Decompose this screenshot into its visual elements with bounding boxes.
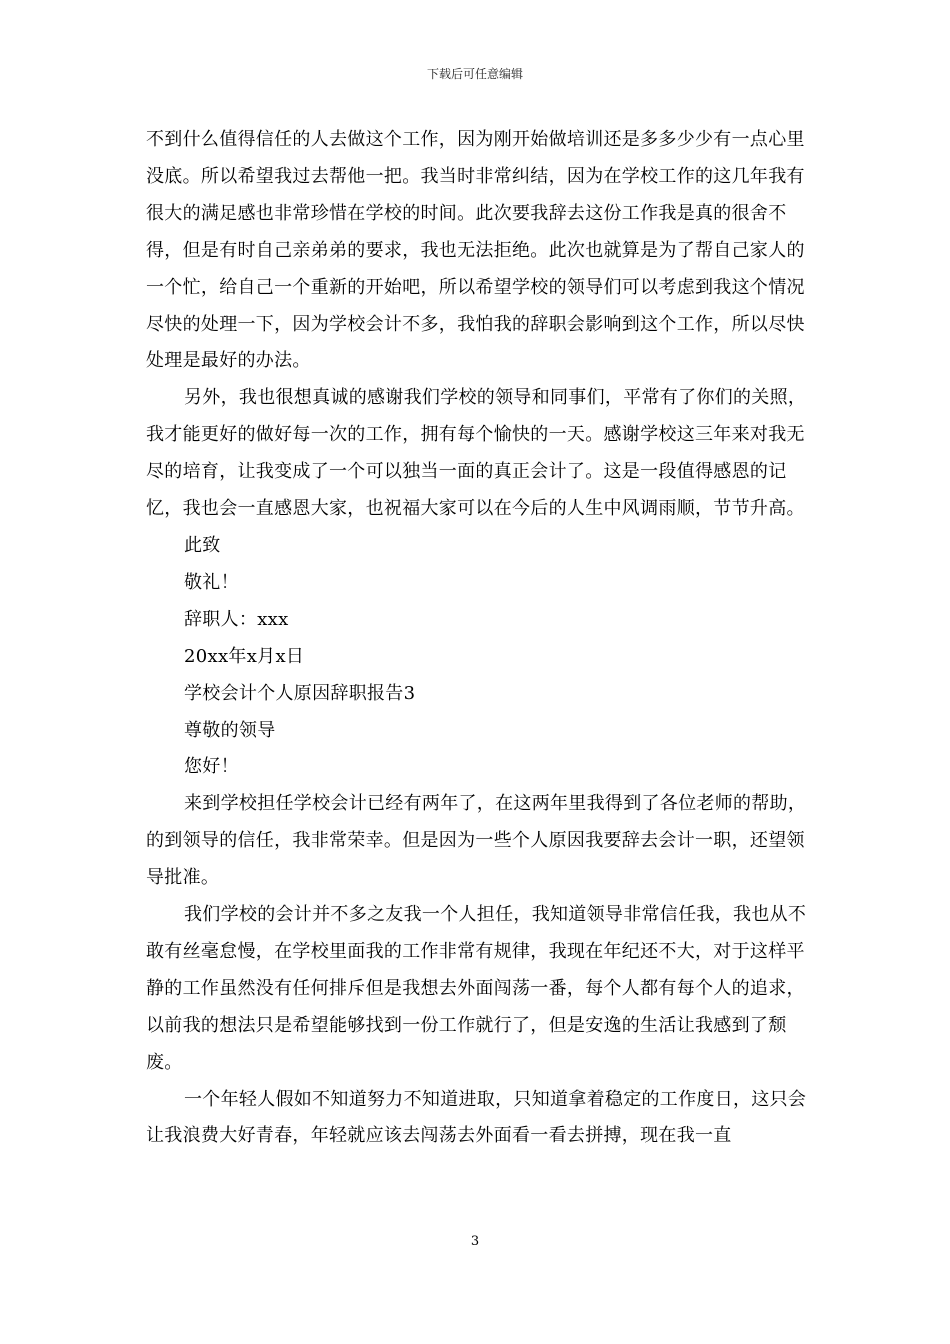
paragraph-continuation: 不到什么值得信任的人去做这个工作，因为刚开始做培训还是多多少少有一点心里没底。所以希望我过去帮他一把。我当时非常纠结，因为在学校工作的这几年我有很大的满足感也非常珍惜在学校的时间。此次要我辞去这份工作我是真的很舍不得，但是有时自己亲弟弟的要求，我也无法拒绝。此次也就算是为了帮自己家人的一个忙，给自己一个重新的开始吧，所以希望学校的领导们可以考虑到我这个情况尽快的处理一下，因为学校会计不多，我怕我的辞职会影响到这个工作，所以尽快处理是最好的办法。 [146, 129, 805, 372]
closing-salutation: 此致 [184, 534, 221, 556]
paragraph-ambition: 一个年轻人假如不知道努力不知道进取，只知道拿着稳定的工作度日，这只会让我浪费大好青春，年轻就应该去闯荡去外面看一看去拼搏，现在我一直 [146, 1088, 807, 1147]
document-body [146, 122, 812, 1155]
report-title: 学校会计个人原因辞职报告3 [184, 682, 416, 704]
greeting-hello: 您好！ [184, 756, 239, 778]
paragraph-thanks: 另外，我也很想真诚的感谢我们学校的领导和同事们，平常有了你们的关照，我才能更好的做好每一次的工作，拥有每个愉快的一天。感谢学校这三年来对我无尽的培育，让我变成了一个可以独当一面的真正会计了。这是一段值得感恩的记忆，我也会一直感恩大家，也祝福大家可以在今后的人生中风调雨顺，节节升高。 [146, 387, 807, 520]
closing-regards: 敬礼！ [184, 571, 239, 593]
signature-name: 辞职人：xxx [184, 608, 289, 630]
signature-date: 20xx年x月x日 [184, 645, 305, 667]
page-number: 3 [470, 1234, 480, 1249]
page-header: 下载后可任意编辑 [426, 67, 523, 81]
paragraph-reason: 我们学校的会计并不多之友我一个人担任，我知道领导非常信任我，我也从不敢有丝毫怠慢，在学校里面我的工作非常有规律，我现在年纪还不大，对于这样平静的工作虽然没有任何排斥但是我想去外面闯荡一番，每个人都有每个人的追求，以前我的想法只是希望能够找到一份工作就行了，但是安逸的生活让我感到了颓废。 [146, 904, 807, 1073]
greeting-recipient: 尊敬的领导 [184, 719, 276, 741]
paragraph-intro: 来到学校担任学校会计已经有两年了，在这两年里我得到了各位老师的帮助，的到领导的信任，我非常荣幸。但是因为一些个人原因我要辞去会计一职，还望领导批准。 [146, 793, 807, 889]
